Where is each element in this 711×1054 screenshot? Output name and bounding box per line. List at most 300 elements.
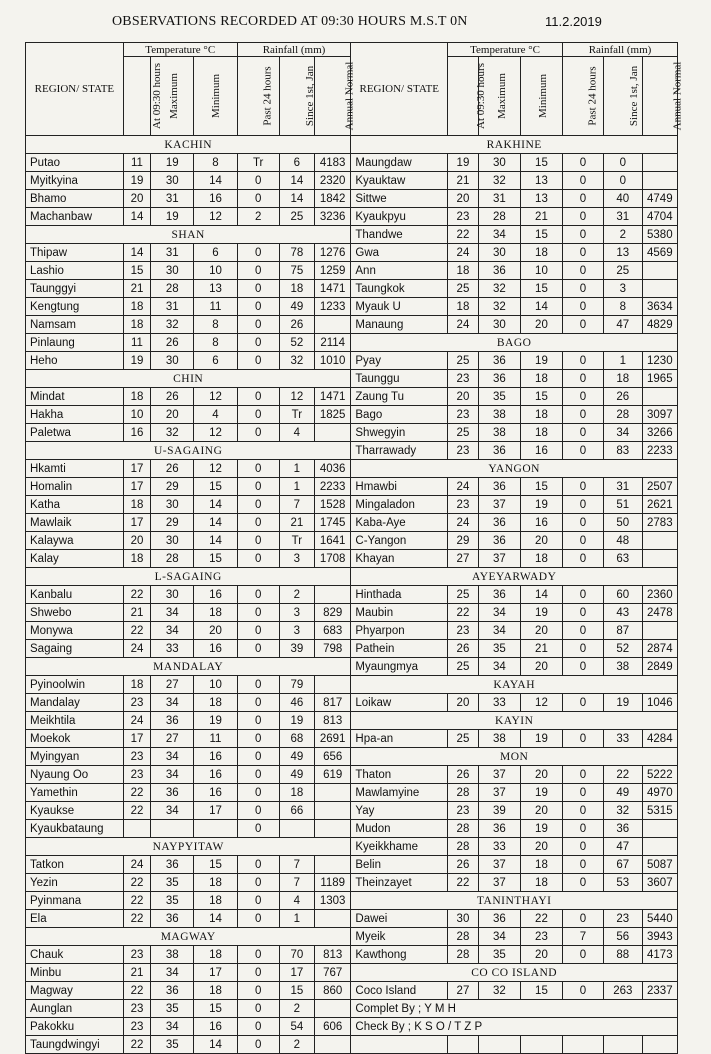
station-name: Kalay bbox=[26, 550, 124, 568]
temp-max bbox=[151, 820, 194, 838]
rain-past24: 0 bbox=[237, 982, 279, 1000]
temp-min: 15 bbox=[520, 280, 562, 298]
temp-max: 34 bbox=[478, 658, 520, 676]
station-name: Yezin bbox=[26, 874, 124, 892]
rain-past24: 0 bbox=[237, 352, 279, 370]
rain-since-jan: 1 bbox=[279, 460, 314, 478]
rain-annual-normal: 1528 bbox=[314, 496, 350, 514]
station-name: Thaton bbox=[351, 766, 448, 784]
table-row bbox=[26, 1036, 678, 1054]
region-section-header: MON bbox=[351, 748, 678, 766]
temp-min: 18 bbox=[194, 604, 237, 622]
rain-since-jan: 1 bbox=[603, 352, 642, 370]
temp-max: 32 bbox=[151, 316, 194, 334]
rain-since-jan: 13 bbox=[603, 244, 642, 262]
temp-0930: 14 bbox=[123, 244, 150, 262]
temp-min: 12 bbox=[194, 208, 237, 226]
rain-annual-normal bbox=[642, 532, 677, 550]
temp-max: 30 bbox=[151, 262, 194, 280]
rain-past24: 0 bbox=[237, 496, 279, 514]
table-row bbox=[26, 784, 678, 802]
rain-past24: 0 bbox=[237, 478, 279, 496]
empty-cell bbox=[478, 1036, 520, 1054]
rain-annual-normal: 5087 bbox=[642, 856, 677, 874]
station-name: Moekok bbox=[26, 730, 124, 748]
temp-max: 19 bbox=[151, 208, 194, 226]
temp-max: 36 bbox=[478, 478, 520, 496]
station-name: Pakokku bbox=[26, 1018, 124, 1036]
temp-0930: 25 bbox=[448, 424, 479, 442]
rain-since-jan: 2 bbox=[279, 1036, 314, 1054]
col-header-since bbox=[603, 57, 642, 136]
table-row bbox=[26, 280, 678, 298]
rain-annual-normal bbox=[314, 784, 350, 802]
temp-0930: 18 bbox=[123, 550, 150, 568]
temp-0930: 21 bbox=[123, 604, 150, 622]
temp-min: 23 bbox=[520, 928, 562, 946]
temp-0930: 18 bbox=[448, 262, 479, 280]
temp-max: 39 bbox=[478, 802, 520, 820]
temp-max: 30 bbox=[151, 496, 194, 514]
station-name: Kyaukse bbox=[26, 802, 124, 820]
rain-since-jan: 7 bbox=[279, 874, 314, 892]
rain-past24: 0 bbox=[237, 802, 279, 820]
rain-past24: 0 bbox=[237, 1036, 279, 1054]
rain-since-jan: 70 bbox=[279, 946, 314, 964]
temp-0930: 14 bbox=[123, 208, 150, 226]
station-name: Katha bbox=[26, 496, 124, 514]
temp-min: 11 bbox=[194, 730, 237, 748]
rain-since-jan: 38 bbox=[603, 658, 642, 676]
temp-min: 15 bbox=[520, 154, 562, 172]
table-row bbox=[26, 406, 678, 424]
temp-0930: 20 bbox=[448, 190, 479, 208]
rain-since-jan: 12 bbox=[279, 388, 314, 406]
rain-annual-normal bbox=[314, 802, 350, 820]
rain-since-jan: 87 bbox=[603, 622, 642, 640]
temp-max: 30 bbox=[151, 532, 194, 550]
temp-min: 16 bbox=[194, 784, 237, 802]
region-section-header: KAYIN bbox=[351, 712, 678, 730]
rain-annual-normal: 813 bbox=[314, 946, 350, 964]
rain-annual-normal bbox=[642, 280, 677, 298]
table-row bbox=[26, 946, 678, 964]
temp-min: 14 bbox=[194, 910, 237, 928]
station-name: Mawlamyine bbox=[351, 784, 448, 802]
rain-since-jan: 25 bbox=[279, 208, 314, 226]
temp-max: 30 bbox=[478, 244, 520, 262]
rain-annual-normal: 619 bbox=[314, 766, 350, 784]
region-section-header: KACHIN bbox=[26, 136, 351, 154]
temp-max: 31 bbox=[151, 298, 194, 316]
temp-0930: 23 bbox=[123, 766, 150, 784]
rain-past24: 0 bbox=[563, 190, 604, 208]
table-row bbox=[26, 298, 678, 316]
rain-since-jan: 19 bbox=[279, 712, 314, 730]
temp-0930: 26 bbox=[448, 640, 479, 658]
station-name: Mudon bbox=[351, 820, 448, 838]
temp-0930: 24 bbox=[448, 244, 479, 262]
temp-0930: 28 bbox=[448, 928, 479, 946]
rain-past24: 0 bbox=[563, 604, 604, 622]
temp-min: 8 bbox=[194, 154, 237, 172]
rain-annual-normal: 4183 bbox=[314, 154, 350, 172]
temp-min: 20 bbox=[520, 802, 562, 820]
station-name: Tharrawady bbox=[351, 442, 448, 460]
temp-0930: 23 bbox=[448, 496, 479, 514]
rain-past24: 0 bbox=[563, 370, 604, 388]
station-name: Kawthong bbox=[351, 946, 448, 964]
station-name: Monywa bbox=[26, 622, 124, 640]
rain-past24: 0 bbox=[237, 244, 279, 262]
station-name: Kengtung bbox=[26, 298, 124, 316]
temp-min: 10 bbox=[520, 262, 562, 280]
station-name: Zaung Tu bbox=[351, 388, 448, 406]
rain-annual-normal: 5315 bbox=[642, 802, 677, 820]
temp-0930: 20 bbox=[448, 694, 479, 712]
temp-max: 31 bbox=[151, 244, 194, 262]
temp-max: 36 bbox=[478, 586, 520, 604]
station-name: Myaungmya bbox=[351, 658, 448, 676]
report-title: OBSERVATIONS RECORDED AT 09:30 HOURS M.S.T 0N bbox=[112, 14, 468, 29]
rain-annual-normal: 860 bbox=[314, 982, 350, 1000]
station-name: Homalin bbox=[26, 478, 124, 496]
temp-0930: 22 bbox=[123, 874, 150, 892]
rain-since-jan: 53 bbox=[603, 874, 642, 892]
station-name: Bhamo bbox=[26, 190, 124, 208]
group-header-row bbox=[26, 43, 678, 57]
temp-0930: 25 bbox=[448, 280, 479, 298]
station-name: Minbu bbox=[26, 964, 124, 982]
station-name: Kalaywa bbox=[26, 532, 124, 550]
rain-since-jan: 33 bbox=[603, 730, 642, 748]
rain-past24: 0 bbox=[563, 838, 604, 856]
rain-annual-normal: 4970 bbox=[642, 784, 677, 802]
rain-annual-normal: 1825 bbox=[314, 406, 350, 424]
rain-since-jan: 3 bbox=[279, 604, 314, 622]
rain-past24: 0 bbox=[563, 784, 604, 802]
rain-past24: 0 bbox=[237, 280, 279, 298]
col-header-past24-label: Past 24 hours bbox=[261, 66, 274, 126]
rain-past24: Tr bbox=[237, 154, 279, 172]
temp-min: 10 bbox=[194, 262, 237, 280]
temp-min: 18 bbox=[520, 424, 562, 442]
station-name: Shwegyin bbox=[351, 424, 448, 442]
temp-max: 37 bbox=[478, 874, 520, 892]
station-name: Nyaung Oo bbox=[26, 766, 124, 784]
rain-since-jan: 3 bbox=[603, 280, 642, 298]
temp-max: 20 bbox=[151, 406, 194, 424]
table-row bbox=[26, 676, 678, 694]
table-row bbox=[26, 262, 678, 280]
temp-max: 37 bbox=[478, 550, 520, 568]
rain-past24: 0 bbox=[237, 514, 279, 532]
rain-since-jan: 4 bbox=[279, 892, 314, 910]
rain-past24: 0 bbox=[563, 820, 604, 838]
temp-min: 14 bbox=[520, 586, 562, 604]
rain-since-jan: 2 bbox=[279, 1000, 314, 1018]
rain-past24: 0 bbox=[563, 316, 604, 334]
temp-min: 18 bbox=[520, 244, 562, 262]
table-row bbox=[26, 802, 678, 820]
station-name: Bago bbox=[351, 406, 448, 424]
rain-since-jan: 2 bbox=[279, 586, 314, 604]
temp-0930: 17 bbox=[123, 514, 150, 532]
temp-max: 35 bbox=[151, 1036, 194, 1054]
table-row bbox=[26, 172, 678, 190]
temp-max: 30 bbox=[478, 154, 520, 172]
rain-annual-normal: 2233 bbox=[642, 442, 677, 460]
rain-since-jan: 49 bbox=[279, 748, 314, 766]
temp-max: 35 bbox=[151, 1000, 194, 1018]
temp-max: 28 bbox=[478, 208, 520, 226]
rain-since-jan: 56 bbox=[603, 928, 642, 946]
rain-past24: 0 bbox=[237, 910, 279, 928]
rain-since-jan: 40 bbox=[603, 190, 642, 208]
rain-past24: 0 bbox=[563, 280, 604, 298]
temp-min: 16 bbox=[520, 514, 562, 532]
temp-0930: 11 bbox=[123, 154, 150, 172]
rain-since-jan: 46 bbox=[279, 694, 314, 712]
temp-min: 18 bbox=[520, 874, 562, 892]
rain-past24: 0 bbox=[563, 496, 604, 514]
observations-table bbox=[25, 42, 684, 1054]
region-section-header: TANINTHAYI bbox=[351, 892, 678, 910]
temp-min: 17 bbox=[194, 964, 237, 982]
rain-past24: 0 bbox=[237, 604, 279, 622]
rain-annual-normal: 5380 bbox=[642, 226, 677, 244]
region-section-header: L-SAGAING bbox=[26, 568, 351, 586]
temp-min: 18 bbox=[520, 550, 562, 568]
station-name: Pyinoolwin bbox=[26, 676, 124, 694]
region-section-header: KAYAH bbox=[351, 676, 678, 694]
col-header-min-label: Minimum bbox=[536, 73, 549, 119]
temp-min: 15 bbox=[520, 388, 562, 406]
rain-past24: 0 bbox=[237, 730, 279, 748]
table-row bbox=[26, 622, 678, 640]
rain-annual-normal: 3634 bbox=[642, 298, 677, 316]
table-row bbox=[26, 136, 678, 154]
temp-max: 36 bbox=[478, 820, 520, 838]
table-row bbox=[26, 550, 678, 568]
rain-past24: 0 bbox=[237, 820, 279, 838]
temp-max: 34 bbox=[151, 748, 194, 766]
rain-since-jan: Tr bbox=[279, 532, 314, 550]
temp-0930: 21 bbox=[123, 964, 150, 982]
temp-min: 8 bbox=[194, 316, 237, 334]
temp-0930: 22 bbox=[123, 802, 150, 820]
rain-since-jan: 54 bbox=[279, 1018, 314, 1036]
rain-past24: 0 bbox=[563, 352, 604, 370]
station-name: Kyeikkhame bbox=[351, 838, 448, 856]
temp-max: 28 bbox=[151, 280, 194, 298]
temp-max: 26 bbox=[151, 334, 194, 352]
rain-annual-normal: 767 bbox=[314, 964, 350, 982]
temp-max: 36 bbox=[151, 910, 194, 928]
temp-min: 14 bbox=[194, 1036, 237, 1054]
rain-past24: 0 bbox=[563, 478, 604, 496]
station-name: Manaung bbox=[351, 316, 448, 334]
rain-past24: 0 bbox=[237, 532, 279, 550]
temp-0930: 22 bbox=[123, 892, 150, 910]
rain-since-jan: 36 bbox=[603, 820, 642, 838]
temp-max: 31 bbox=[478, 190, 520, 208]
rain-annual-normal: 4749 bbox=[642, 190, 677, 208]
temp-0930: 20 bbox=[123, 190, 150, 208]
region-header: REGION/ STATE bbox=[351, 43, 448, 136]
table-row bbox=[26, 694, 678, 712]
station-name: Maungdaw bbox=[351, 154, 448, 172]
rain-past24: 0 bbox=[237, 694, 279, 712]
station-name: Sagaing bbox=[26, 640, 124, 658]
rain-past24: 0 bbox=[563, 514, 604, 532]
region-section-header: MAGWAY bbox=[26, 928, 351, 946]
station-name: Pyinmana bbox=[26, 892, 124, 910]
column-header-row bbox=[26, 57, 678, 136]
rain-past24: 0 bbox=[563, 730, 604, 748]
station-name: Namsam bbox=[26, 316, 124, 334]
temp-max: 34 bbox=[478, 928, 520, 946]
temp-min: 20 bbox=[520, 658, 562, 676]
rain-annual-normal bbox=[314, 1000, 350, 1018]
temp-min: 20 bbox=[520, 316, 562, 334]
temp-min: 6 bbox=[194, 244, 237, 262]
temp-max: 37 bbox=[478, 784, 520, 802]
rain-since-jan: 31 bbox=[603, 478, 642, 496]
temp-max: 36 bbox=[151, 982, 194, 1000]
temp-min: 16 bbox=[520, 442, 562, 460]
temp-max: 36 bbox=[478, 262, 520, 280]
temp-min: 13 bbox=[520, 190, 562, 208]
col-header-past24-label: Past 24 hours bbox=[586, 66, 599, 126]
temp-min: 14 bbox=[520, 298, 562, 316]
rain-since-jan: 4 bbox=[279, 424, 314, 442]
temp-max: 29 bbox=[151, 514, 194, 532]
station-name: Chauk bbox=[26, 946, 124, 964]
rain-past24: 0 bbox=[563, 442, 604, 460]
rain-since-jan: 18 bbox=[603, 370, 642, 388]
rain-since-jan: 15 bbox=[279, 982, 314, 1000]
region-section-header: RAKHINE bbox=[351, 136, 678, 154]
temp-0930: 11 bbox=[123, 334, 150, 352]
station-name: Belin bbox=[351, 856, 448, 874]
temp-min: 17 bbox=[194, 802, 237, 820]
rain-annual-normal bbox=[314, 316, 350, 334]
rain-since-jan: 25 bbox=[603, 262, 642, 280]
table-row bbox=[26, 460, 678, 478]
rain-past24: 0 bbox=[563, 532, 604, 550]
table-row bbox=[26, 586, 678, 604]
rain-past24: 0 bbox=[237, 586, 279, 604]
rain-annual-normal: 4569 bbox=[642, 244, 677, 262]
rain-since-jan: 8 bbox=[603, 298, 642, 316]
table-row bbox=[26, 532, 678, 550]
rain-since-jan: 47 bbox=[603, 838, 642, 856]
rain-annual-normal: 2114 bbox=[314, 334, 350, 352]
station-name: Yay bbox=[351, 802, 448, 820]
rain-past24: 2 bbox=[237, 208, 279, 226]
table-row bbox=[26, 514, 678, 532]
temp-max: 36 bbox=[478, 910, 520, 928]
rain-annual-normal: 817 bbox=[314, 694, 350, 712]
temp-0930: 24 bbox=[123, 856, 150, 874]
station-name: Machanbaw bbox=[26, 208, 124, 226]
station-name: Phyarpon bbox=[351, 622, 448, 640]
temp-max: 30 bbox=[151, 352, 194, 370]
rain-annual-normal: 2478 bbox=[642, 604, 677, 622]
rain-annual-normal: 3943 bbox=[642, 928, 677, 946]
station-name: Theinzayet bbox=[351, 874, 448, 892]
station-name: Aunglan bbox=[26, 1000, 124, 1018]
temp-min: 18 bbox=[520, 370, 562, 388]
rain-since-jan: 67 bbox=[603, 856, 642, 874]
station-name: Taunggyi bbox=[26, 280, 124, 298]
station-name: Pathein bbox=[351, 640, 448, 658]
rain-past24: 0 bbox=[563, 226, 604, 244]
temp-max: 26 bbox=[151, 388, 194, 406]
temp-0930: 21 bbox=[448, 172, 479, 190]
temp-max: 33 bbox=[478, 838, 520, 856]
rain-since-jan: 14 bbox=[279, 190, 314, 208]
temp-min: 16 bbox=[194, 748, 237, 766]
rain-past24: 0 bbox=[563, 640, 604, 658]
temp-max: 35 bbox=[478, 388, 520, 406]
rain-annual-normal bbox=[314, 586, 350, 604]
rain-past24: 0 bbox=[237, 172, 279, 190]
temp-min: 10 bbox=[194, 676, 237, 694]
temp-min: 13 bbox=[194, 280, 237, 298]
temp-0930: 25 bbox=[448, 586, 479, 604]
temp-max: 34 bbox=[478, 226, 520, 244]
station-name: Mandalay bbox=[26, 694, 124, 712]
temp-0930: 15 bbox=[123, 262, 150, 280]
station-name: Mingaladon bbox=[351, 496, 448, 514]
table-row bbox=[26, 658, 678, 676]
rain-annual-normal: 2360 bbox=[642, 586, 677, 604]
table-row bbox=[26, 334, 678, 352]
table-row bbox=[26, 982, 678, 1000]
temp-0930: 23 bbox=[448, 370, 479, 388]
rain-past24: 0 bbox=[563, 658, 604, 676]
temp-max: 29 bbox=[151, 478, 194, 496]
rain-past24: 0 bbox=[237, 622, 279, 640]
rain-annual-normal: 1259 bbox=[314, 262, 350, 280]
region-section-header: YANGON bbox=[351, 460, 678, 478]
rain-past24: 0 bbox=[563, 154, 604, 172]
temp-0930: 24 bbox=[448, 514, 479, 532]
temp-0930: 18 bbox=[448, 298, 479, 316]
temp-max: 33 bbox=[151, 640, 194, 658]
temp-0930: 10 bbox=[123, 406, 150, 424]
temp-0930: 17 bbox=[123, 730, 150, 748]
rain-past24: 0 bbox=[563, 856, 604, 874]
rain-annual-normal: 1842 bbox=[314, 190, 350, 208]
station-name: Coco Island bbox=[351, 982, 448, 1000]
temp-max: 36 bbox=[151, 712, 194, 730]
rain-past24: 0 bbox=[237, 784, 279, 802]
temp-0930: 17 bbox=[123, 478, 150, 496]
station-name: Shwebo bbox=[26, 604, 124, 622]
table-row bbox=[26, 244, 678, 262]
temp-min bbox=[194, 820, 237, 838]
rain-past24: 0 bbox=[563, 946, 604, 964]
temp-min: 15 bbox=[520, 226, 562, 244]
temp-max: 32 bbox=[151, 424, 194, 442]
rain-annual-normal bbox=[314, 1036, 350, 1054]
rain-since-jan: 60 bbox=[603, 586, 642, 604]
rain-annual-normal bbox=[314, 856, 350, 874]
rain-annual-normal: 4704 bbox=[642, 208, 677, 226]
